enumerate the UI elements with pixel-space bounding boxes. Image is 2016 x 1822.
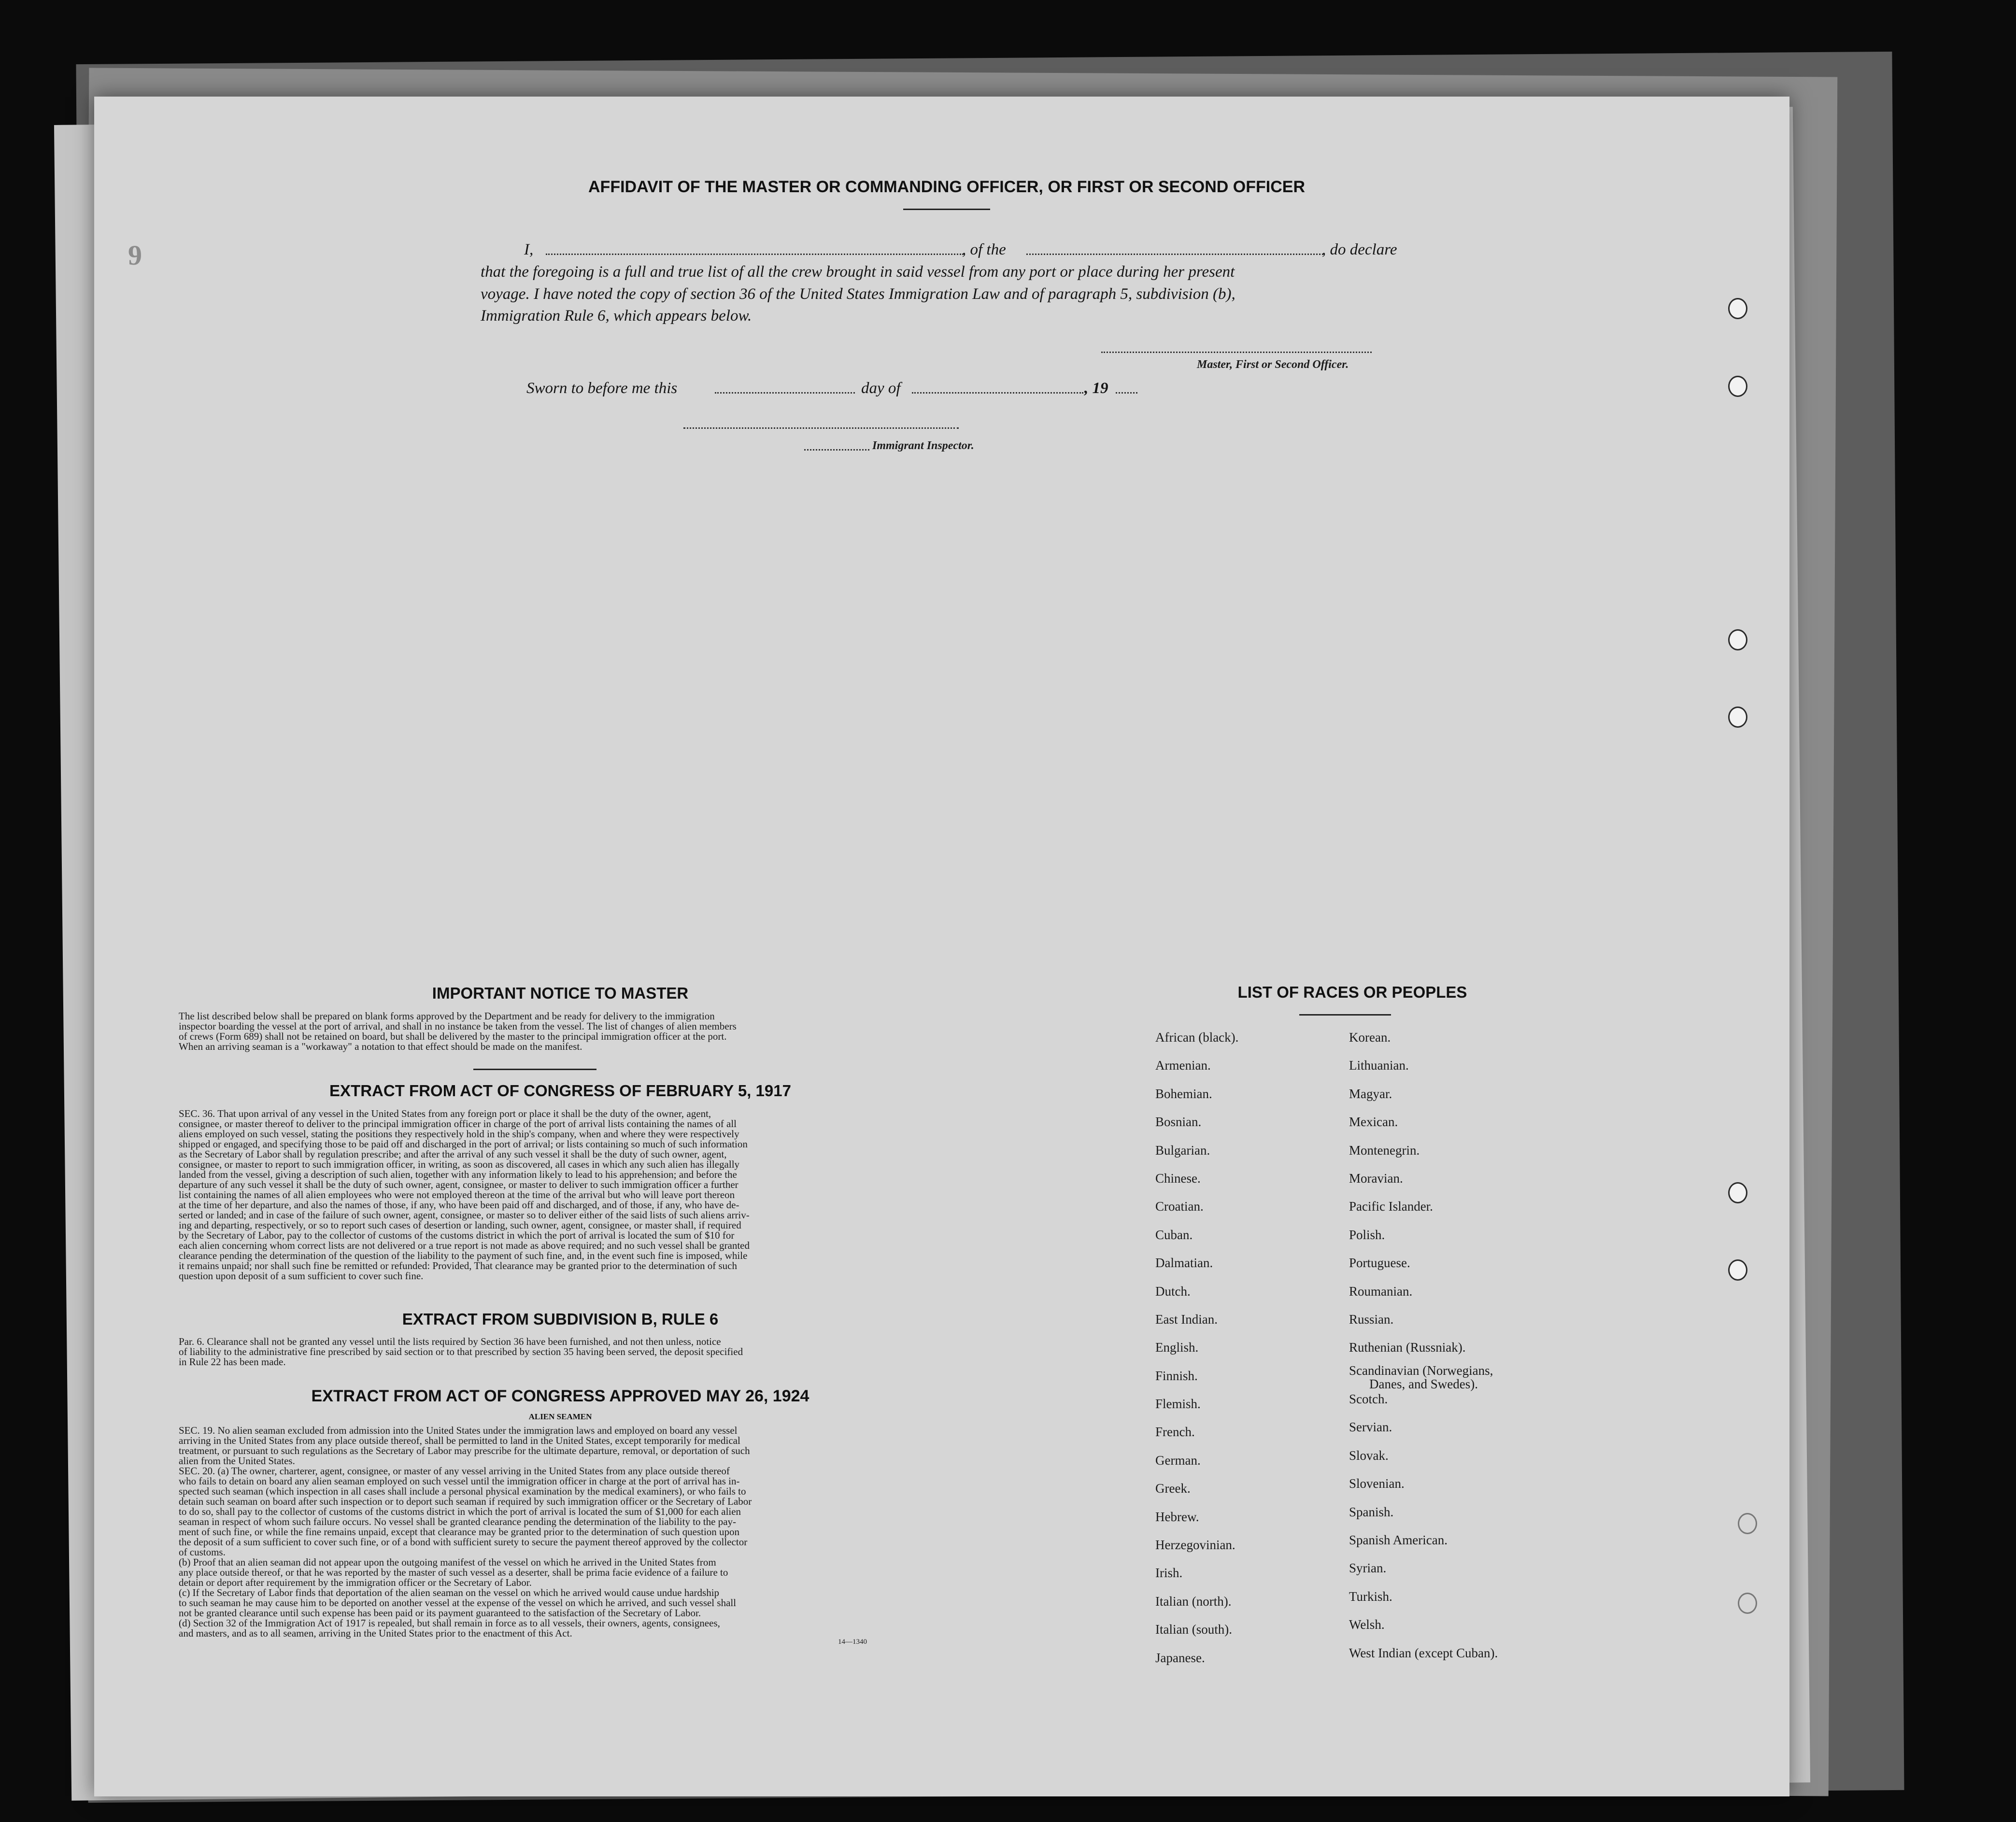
text-line: landed from the vessel, giving a description of such alien, together with any information likely to lead to his apprehension; and before the: [179, 1169, 737, 1180]
race-item: Pacific Islander.: [1349, 1199, 1433, 1214]
text-line: The list described below shall be prepared on blank forms approved by the Department and be ready for delivery to the immigration: [179, 1010, 715, 1022]
race-item: Japanese.: [1155, 1650, 1205, 1665]
races-left-column: [1155, 1030, 1238, 1679]
ghost-page-number: 9: [128, 240, 142, 271]
text-line: by the Secretary of Labor, pay to the collector of customs of the customs district in which the port of arrival is located the sum of $10 for: [179, 1229, 735, 1241]
race-item: Spanish.: [1349, 1504, 1394, 1519]
extract-1924-text: [179, 1426, 894, 1638]
text-line: spected such seaman (which inspection in all cases shall include a personal physical examination by the medical examiners), or who fails to: [179, 1485, 746, 1497]
text-line: SEC. 20. (a) The owner, charterer, agent, consignee, or master of any vessel arriving in the United States from any place outside thereof: [179, 1465, 730, 1477]
text-line: each alien concerning whom correct lists are not delivered or a true report is not made as above required; and no such vessel shall be granted: [179, 1240, 750, 1251]
text-line: arriving in the United States from any place outside thereof, shall be permitted to land in the United States, except temporarily for medical: [179, 1435, 740, 1446]
race-item-continuation: Danes, and Swedes).: [1369, 1376, 1478, 1391]
text-line: Par. 6. Clearance shall not be granted any vessel until the lists required by Section 36 have been furnished, and not then unless, notice: [179, 1336, 721, 1347]
master-signature-field[interactable]: [1101, 352, 1372, 353]
race-item: Russian.: [1349, 1312, 1394, 1327]
binder-hole: [1738, 1593, 1757, 1614]
text-line: alien from the United States.: [179, 1455, 295, 1467]
inspector-name-prefix-field[interactable]: [804, 449, 869, 451]
binder-hole: [1728, 706, 1747, 728]
inspector-label: Immigrant Inspector.: [872, 439, 974, 452]
affidavit-line4: Immigration Rule 6, which appears below.: [481, 307, 752, 325]
race-item: Welsh.: [1349, 1617, 1385, 1632]
race-item: Bosnian.: [1155, 1115, 1202, 1130]
race-item: Dalmatian.: [1155, 1256, 1213, 1271]
race-item: Mexican.: [1349, 1115, 1398, 1130]
extract-rule6-text: [179, 1337, 894, 1367]
master-signature-label: Master, First or Second Officer.: [1197, 358, 1349, 371]
race-item: Finnish.: [1155, 1368, 1198, 1383]
text-line: aliens employed on such vessel, stating the positions they respectively hold in the ship's company, when and where they were respectively: [179, 1128, 739, 1140]
sworn-text: Sworn to before me this: [526, 380, 678, 397]
sworn-year-field[interactable]: [1116, 392, 1137, 394]
text-line: who fails to detain on board any alien seaman employed on such vessel until the immigration officer in charge at the port of arrival has in-: [179, 1475, 740, 1487]
text-line: not be granted clearance until such expense has been paid or its payment guaranteed to the satisfaction of the Secretary of Labor.: [179, 1607, 701, 1619]
day-of-text: day of: [861, 380, 901, 397]
extract-1924-title: EXTRACT FROM ACT OF CONGRESS APPROVED MAY 26, 1924: [311, 1387, 809, 1405]
binder-hole: [1738, 1513, 1757, 1534]
text-line: ing and departing, respectively, or so to report such cases of desertion or landing, such owner, agent, consignee, or master shall, if required: [179, 1219, 741, 1231]
form-number: 14—1340: [838, 1638, 867, 1646]
text-line: inspector boarding the vessel at the port of arrival, and shall in no instance be taken from the vessel. The list of changes of alien members: [179, 1020, 737, 1032]
text-line: question upon deposit of a sum sufficient to cover such fine.: [179, 1270, 424, 1282]
race-item: African (black).: [1155, 1030, 1239, 1045]
extract-1917-text: [179, 1109, 894, 1281]
race-item: Roumanian.: [1349, 1284, 1413, 1299]
race-item: Turkish.: [1349, 1589, 1392, 1604]
year-text: , 19: [1084, 380, 1108, 397]
race-item-line: Scandinavian (Norwegians,: [1349, 1363, 1493, 1378]
text-line: treatment, or pursuant to such regulations as the Secretary of Labor may prescribe for the ultimate departure, removal, or deportation of such: [179, 1445, 750, 1456]
text-line: to do so, shall pay to the collector of customs of the customs district in which the port of arrival is located the sum of $1,000 for each alien: [179, 1506, 741, 1517]
text-line: SEC. 19. No alien seaman excluded from admission into the United States under the immigration laws and employed on board any vessel: [179, 1425, 738, 1436]
inspector-signature-field[interactable]: [683, 427, 959, 429]
text-line: of liability to the administrative fine prescribed by said section or to that prescribed by section 35 having been served, the deposit specified: [179, 1346, 743, 1357]
race-item: English.: [1155, 1340, 1199, 1355]
text-line: the deposit of a sum sufficient to cover such fine, or of a bond with sufficient surety to secure the payment thereof approved by the collector: [179, 1536, 748, 1548]
text-line: list containing the names of all alien employees who were not employed thereon at the time of the arrival but who will leave port thereon: [179, 1189, 735, 1201]
text-line: clearance pending the determination of the question of the liability to the payment of such fine, and, in the event such fine is imposed, while: [179, 1250, 748, 1261]
text-line: consignee, or master thereof to deliver to the principal immigration officer in charge of the port of arrival lists containing the names of all: [179, 1118, 737, 1130]
races-title-rule: [1299, 1014, 1391, 1016]
text-line: of customs.: [179, 1546, 226, 1558]
extract-rule6-title: EXTRACT FROM SUBDIVISION B, RULE 6: [402, 1310, 719, 1328]
race-item: Syrian.: [1349, 1561, 1387, 1576]
text-line: consignee, or master to report to such immigration officer, in writing, as soon as discovered, all cases in which any such alien has illegally: [179, 1158, 740, 1170]
race-item: Italian (north).: [1155, 1594, 1232, 1609]
race-item: [1349, 1364, 1498, 1392]
notice-text: [179, 1011, 894, 1052]
text-line: detain or deport after requirement by the immigration officer or the Secretary of Labor.: [179, 1577, 532, 1588]
race-item: Cuban.: [1155, 1227, 1193, 1242]
section-divider: [473, 1069, 596, 1070]
text-line: ment of such fine, or while the fine remains unpaid, except that clearance may be granted prior to the determination of such question upon: [179, 1526, 740, 1538]
sworn-month-field[interactable]: [912, 392, 1083, 394]
race-item: Bohemian.: [1155, 1086, 1212, 1101]
vessel-field[interactable]: [1026, 254, 1323, 255]
text-line: departure of any such vessel it shall be the duty of such owner, agent, consignee, or master to deliver to such immigration officer a further: [179, 1179, 738, 1190]
text-line: SEC. 36. That upon arrival of any vessel in the United States from any foreign port or place it shall be the duty of the owner, agent,: [179, 1108, 711, 1119]
notice-title: IMPORTANT NOTICE TO MASTER: [432, 984, 689, 1002]
race-item: Slovak.: [1349, 1448, 1389, 1463]
binder-hole: [1728, 298, 1747, 319]
race-item: West Indian (except Cuban).: [1349, 1645, 1498, 1660]
race-item: Italian (south).: [1155, 1622, 1232, 1637]
affidavit-line3: voyage. I have noted the copy of section 36 of the United States Immigration Law and of paragraph 5, subdivision (b),: [481, 285, 1235, 303]
text-line: detain such seaman on board after such inspection or to deport such seaman if required by such immigration officer or the Secretary of Labor: [179, 1496, 752, 1507]
race-item: French.: [1155, 1425, 1195, 1440]
extract-1924-subtitle: ALIEN SEAMEN: [528, 1412, 592, 1421]
race-item: East Indian.: [1155, 1312, 1218, 1327]
race-item: Croatian.: [1155, 1199, 1204, 1214]
race-item: Hebrew.: [1155, 1509, 1199, 1524]
race-item: Korean.: [1349, 1030, 1391, 1045]
text-line: to such seaman he may cause him to be deported on another vessel at the expense of the vessel on which he arrived, and such vessel shall: [179, 1597, 737, 1609]
race-item: Lithuanian.: [1349, 1058, 1409, 1073]
affidavit-title-rule: [903, 209, 990, 210]
race-item: Montenegrin.: [1349, 1143, 1420, 1158]
binder-hole: [1728, 1182, 1747, 1203]
text-line: When an arriving seaman is a "workaway" a notation to that effect should be made on the manifest.: [179, 1041, 582, 1052]
race-item: German.: [1155, 1453, 1201, 1468]
affidavit-line1-of-the: , of the: [962, 241, 1006, 258]
text-line: (d) Section 32 of the Immigration Act of 1917 is repealed, but shall remain in force as to all vessels, their owners, agents, consignees,: [179, 1617, 720, 1629]
text-line: it remains unpaid; nor shall such fine be remitted or refunded: Provided, That clearance may be granted prior to the determination of such: [179, 1260, 737, 1271]
race-item: Slovenian.: [1349, 1476, 1405, 1491]
races-title: LIST OF RACES OR PEOPLES: [1237, 983, 1467, 1001]
race-item: Ruthenian (Russniak).: [1349, 1340, 1466, 1355]
text-line: any place outside thereof, or that he was reported by the master of such vessel as a deserter, shall be prima facie evidence of a failure to: [179, 1567, 728, 1578]
text-line: of crews (Form 689) shall not be retained on board, but shall be delivered by the master to the principal immigration officer at the port.: [179, 1031, 727, 1042]
affidavit-line1-declare: , do declare: [1322, 241, 1397, 258]
text-line: and masters, and as to all seamen, arriving in the United States prior to the enactment of this Act.: [179, 1627, 572, 1639]
race-item: Polish.: [1349, 1227, 1385, 1242]
race-item: Chinese.: [1155, 1171, 1201, 1186]
text-line: as the Secretary of Labor shall by regulation prescribe; and after the arrival of any such vessel it shall be the duty of such owner, agent,: [179, 1148, 727, 1160]
text-line: (b) Proof that an alien seaman did not appear upon the outgoing manifest of the vessel on which he arrived in the United States from: [179, 1556, 716, 1568]
race-item: Herzegovinian.: [1155, 1538, 1235, 1553]
race-item: Scotch.: [1349, 1392, 1388, 1407]
binder-hole: [1728, 629, 1747, 650]
text-line: in Rule 22 has been made.: [179, 1356, 286, 1368]
race-item: Irish.: [1155, 1566, 1183, 1581]
race-item: Magyar.: [1349, 1086, 1392, 1101]
binder-hole: [1728, 376, 1747, 397]
affidavit-line2: that the foregoing is a full and true list of all the crew brought in said vessel from any port or place during her present: [481, 263, 1235, 281]
text-line: seaman in respect of whom such failure occurs. No vessel shall be granted clearance pending the determination of the liability to the pay-: [179, 1516, 737, 1527]
race-item: Moravian.: [1349, 1171, 1403, 1186]
text-line: serted or landed; and in case of the failure of such owner, agent, consignee, or master so to deliver either of the said lists of such aliens arriv-: [179, 1209, 750, 1221]
race-item: Servian.: [1349, 1420, 1392, 1435]
race-item: Greek.: [1155, 1481, 1191, 1496]
extract-1917-title: EXTRACT FROM ACT OF CONGRESS OF FEBRUARY 5, 1917: [329, 1082, 791, 1100]
text-line: shipped or engaged, and specifying those to be paid off and discharged in the port of arrival; or lists containing so much of such information: [179, 1138, 748, 1150]
binder-hole: [1728, 1259, 1747, 1281]
text-line: at the time of her departure, and also the names of those, if any, who have been paid off and discharged, and of those, if any, who have de-: [179, 1199, 739, 1211]
race-item: Armenian.: [1155, 1058, 1211, 1073]
race-item: Flemish.: [1155, 1397, 1201, 1412]
text-line: (c) If the Secretary of Labor finds that deportation of the alien seaman on the vessel on which he arrived would cause undue hardship: [179, 1587, 720, 1598]
affidavit-title: AFFIDAVIT OF THE MASTER OR COMMANDING OFFICER, OR FIRST OR SECOND OFFICER: [588, 178, 1305, 196]
race-item: Dutch.: [1155, 1284, 1191, 1299]
name-field[interactable]: [546, 254, 964, 255]
race-item: Spanish American.: [1349, 1533, 1448, 1548]
affidavit-line1-i: I,: [524, 241, 534, 258]
race-item: Bulgarian.: [1155, 1143, 1210, 1158]
races-right-column: [1349, 1030, 1498, 1674]
sworn-day-field[interactable]: [715, 392, 855, 394]
race-item: Portuguese.: [1349, 1256, 1410, 1271]
